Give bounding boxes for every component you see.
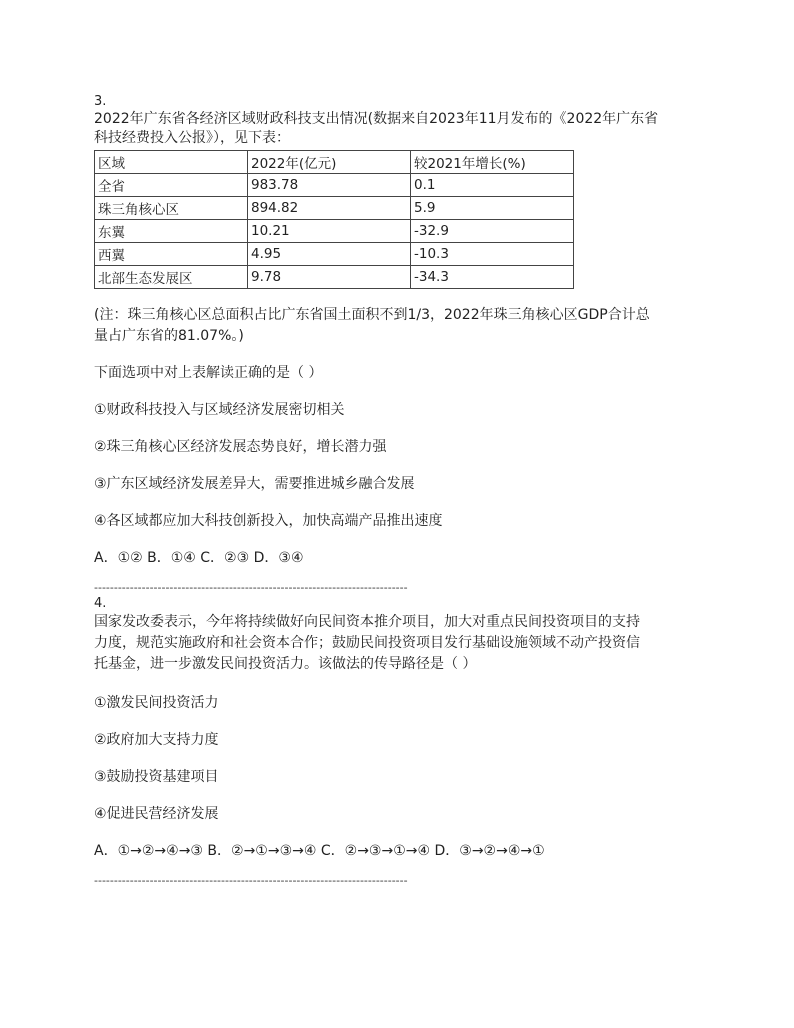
- table-header-cell: 2022年(亿元): [248, 151, 411, 174]
- question-4-text-line2: 力度，规范实施政府和社会资本合作；鼓励民间投资项目发行基础设施领域不动产投资信: [94, 635, 640, 651]
- question-3-item-4: ④各区域都应加大科技创新投入，加快高端产品推出速度: [94, 513, 443, 529]
- question-4-text-line3: 托基金，进一步激发民间投资活力。该做法的传导路径是（ ）: [94, 656, 477, 672]
- document-page: [94, 94, 704, 887]
- table-row: [95, 266, 574, 289]
- table-header-cell: 较2021年增长(%): [411, 151, 574, 174]
- table-cell: -10.3: [411, 243, 574, 266]
- question-4-item-2: ②政府加大支持力度: [94, 732, 219, 748]
- question-3-intro-line2: 科技经费投入公报》），见下表：: [94, 130, 290, 146]
- table-cell: 东翼: [95, 220, 248, 243]
- question-4-item-1: ①激发民间投资活力: [94, 695, 219, 711]
- table-cell: -34.3: [411, 266, 574, 289]
- expenditure-table: [94, 150, 574, 289]
- question-3-item-1: ①财政科技投入与区域经济发展密切相关: [94, 402, 345, 418]
- table-cell: 5.9: [411, 197, 574, 220]
- question-4-text-line1: 国家发改委表示，今年将持续做好向民间资本推介项目，加大对重点民间投资项目的支持: [94, 614, 640, 630]
- table-cell: 北部生态发展区: [95, 266, 248, 289]
- question-3-note-line2: 量占广东省的81.07%。): [94, 328, 244, 344]
- question-4-choices: A．①→②→④→③ B．②→①→③→④ C．②→③→①→④ D．③→②→④→①: [94, 843, 545, 859]
- question-3-intro-line1: 2022年广东省各经济区域财政科技支出情况(数据来自2023年11月发布的《2022年广东省: [94, 111, 659, 127]
- table-row: [95, 197, 574, 220]
- table-header-row: [95, 151, 574, 174]
- table-cell: 全省: [95, 174, 248, 197]
- table-cell: 10.21: [248, 220, 411, 243]
- table-header-cell: 区域: [95, 151, 248, 174]
- separator-line: -------------------------------------------------------------------------------: [94, 874, 408, 887]
- table-cell: -32.9: [411, 220, 574, 243]
- table-row: [95, 243, 574, 266]
- question-3-prompt: 下面选项中对上表解读正确的是（ ）: [94, 365, 323, 381]
- table-cell: 西翼: [95, 243, 248, 266]
- table-row: [95, 220, 574, 243]
- question-4-number: 4.: [94, 596, 107, 611]
- table-cell: 894.82: [248, 197, 411, 220]
- question-3-choices: A．①② B．①④ C．②③ D．③④: [94, 550, 304, 566]
- table-cell: 0.1: [411, 174, 574, 197]
- question-3-item-2: ②珠三角核心区经济发展态势良好，增长潜力强: [94, 439, 387, 455]
- table-row: [95, 174, 574, 197]
- separator-line: -------------------------------------------------------------------------------: [94, 581, 408, 594]
- question-3-note-line1: (注：珠三角核心区总面积占比广东省国土面积不到1/3，2022年珠三角核心区GDP合计总: [94, 307, 650, 323]
- question-4-item-4: ④促进民营经济发展: [94, 806, 219, 822]
- table-cell: 9.78: [248, 266, 411, 289]
- question-4-item-3: ③鼓励投资基建项目: [94, 769, 219, 785]
- table-cell: 983.78: [248, 174, 411, 197]
- table-cell: 4.95: [248, 243, 411, 266]
- table-cell: 珠三角核心区: [95, 197, 248, 220]
- question-3-number: 3.: [94, 94, 107, 109]
- question-3-item-3: ③广东区域经济发展差异大，需要推进城乡融合发展: [94, 476, 415, 492]
